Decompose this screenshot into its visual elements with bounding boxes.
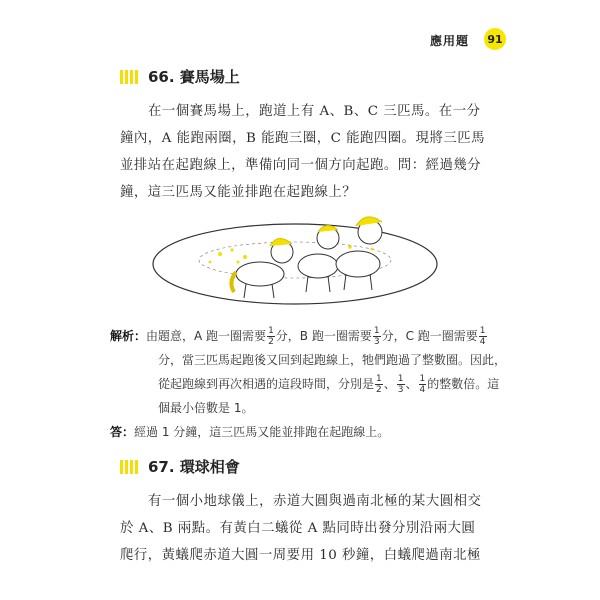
fraction: $\frac{1}{4}$	[419, 374, 426, 395]
page-number-badge: 91	[484, 28, 506, 50]
fraction: $\frac{1}{3}$	[373, 326, 380, 347]
solution-line-3: 從起跑線到再次相遇的這段時間，分別是 $\frac{1}{2}$ 、 $\frac{1}{3}$ 、 $\frac{1}{4}$ 的整數倍。這	[158, 374, 500, 395]
problem-67	[120, 488, 480, 569]
problem-line: 爬行，黃蟻爬赤道大圓一周要用 10 秒鐘，白蟻爬過南北極	[120, 548, 481, 563]
problem-line: 鐘內，A 能跑兩圈，B 能跑三圈，C 能跑四圈。現將三匹馬	[120, 131, 486, 146]
solution-line-2: 分，當三匹馬起跑後又回到起跑線上，牠們跑過了整數圈。因此，	[158, 353, 507, 367]
solution-block	[110, 324, 507, 444]
race-track-illustration	[150, 202, 440, 310]
chapter-label: 應用題	[430, 34, 470, 48]
race-track	[153, 224, 437, 304]
fraction: $\frac{1}{2}$	[376, 374, 382, 395]
answer-line: 答：經過 1 分鐘，這三匹馬又能並排跑在起跑線上。	[110, 425, 390, 439]
problem-line: 於 A、B 兩點。有黃白二蟻從 A 點同時出發分別沿兩大圓	[120, 521, 476, 536]
problem-line: 並排站在起跑線上，準備向同一個方向起跑。問：經過幾分	[120, 158, 482, 173]
answer-text: 經過 1 分鐘，這三匹馬又能並排跑在起跑線上。	[134, 425, 390, 439]
section-title-67-text: 67. 環球相會	[148, 458, 240, 476]
section-title-66-text: 66. 賽馬場上	[148, 68, 240, 86]
section-title-67	[120, 456, 240, 477]
fraction: $\frac{1}{3}$	[397, 374, 404, 395]
problem-line: 在一個賽馬場上，跑道上有 A、B、C 三匹馬。在一分	[148, 104, 481, 119]
fraction: $\frac{1}{4}$	[479, 326, 486, 347]
solution-line-1: 解析：由題意，A 跑一圈需要 $\frac{1}{2}$ 分，B 跑一圈需要 $\frac{1}{3}$ 分，C 跑一圈需要 $\frac{1}{4}$	[110, 326, 486, 347]
problem-line: 鐘，這三匹馬又能並排跑在起跑線上？	[120, 185, 357, 200]
problem-line: 有一個小地球儀上，赤道大圓與過南北極的某大圓相交	[148, 494, 482, 509]
horse-c	[336, 217, 382, 290]
section-marker-icon	[120, 460, 138, 474]
section-title-66	[120, 66, 240, 87]
fraction: $\frac{1}{2}$	[268, 326, 274, 347]
solution-label: 解析	[110, 329, 135, 343]
problem-66	[120, 98, 486, 206]
solution-line-4: 個最小倍數是 1。	[158, 401, 254, 415]
horse-b	[298, 225, 339, 292]
section-marker-icon	[120, 70, 138, 84]
answer-label: 答	[110, 425, 123, 439]
horse-a	[231, 238, 293, 298]
